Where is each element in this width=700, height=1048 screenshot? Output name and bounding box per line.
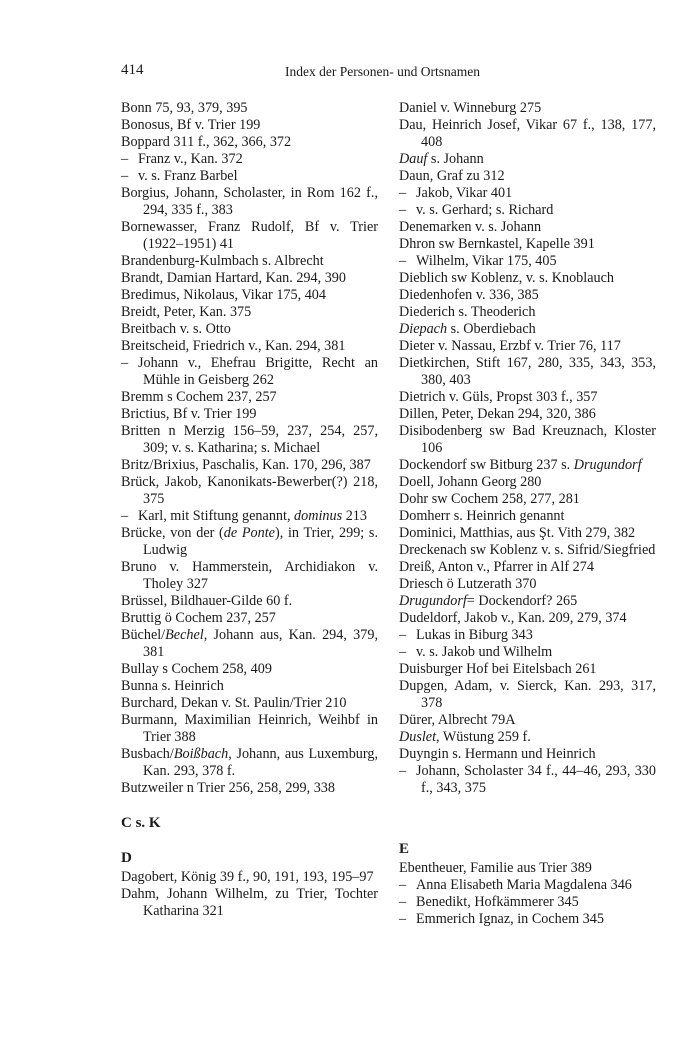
- page-number: 414: [121, 62, 144, 78]
- index-entry: Breitscheid, Friedrich v., Kan. 294, 381: [121, 338, 346, 354]
- index-subentry: – Anna Elisabeth Maria Magdalena 346: [399, 877, 632, 893]
- index-entry: Diepach s. Oberdiebach: [399, 321, 536, 337]
- index-entry: Dudeldorf, Jakob v., Kan. 209, 279, 374: [399, 610, 627, 626]
- dash-glyph: –: [399, 627, 407, 643]
- index-entry: Diederich s. Theoderich: [399, 304, 536, 320]
- dash-glyph: –: [399, 202, 407, 218]
- section-letter-d: D: [121, 850, 132, 866]
- dash-glyph: –: [399, 185, 407, 201]
- index-subentry: – v. s. Franz Barbel: [121, 168, 238, 184]
- index-entry: Dupgen, Adam, v. Sierck, Kan. 293, 317, 378: [399, 678, 656, 711]
- dash-glyph: –: [121, 168, 129, 184]
- index-entry: Dominici, Matthias, aus Şt. Vith 279, 382: [399, 525, 636, 541]
- index-entry: Duisburger Hof bei Eitelsbach 261: [399, 661, 597, 677]
- index-entry: Bredimus, Nikolaus, Vikar 175, 404: [121, 287, 326, 303]
- index-entry: Brück, Jakob, Kanonikats-Bewerber(?) 218, 375: [121, 474, 378, 507]
- index-entry: Brictius, Bf v. Trier 199: [121, 406, 257, 422]
- index-entry: Boppard 311 f., 362, 366, 372: [121, 134, 292, 150]
- index-entry: Dahm, Johann Wilhelm, zu Trier, Tochter Katharina 321: [121, 886, 378, 919]
- running-title: Index der Personen- und Ortsnamen: [285, 64, 480, 79]
- index-subentry: – Wilhelm, Vikar 175, 405: [399, 253, 557, 269]
- index-entry: Dietrich v. Güls, Propst 303 f., 357: [399, 389, 598, 405]
- index-entry: Ebentheuer, Familie aus Trier 389: [399, 860, 592, 876]
- dash-glyph: –: [121, 355, 129, 371]
- index-entry: Dieblich sw Koblenz, v. s. Knoblauch: [399, 270, 615, 286]
- index-entry: Burmann, Maximilian Heinrich, Weihbf in Trier 388: [121, 712, 378, 745]
- dash-glyph: –: [121, 508, 129, 524]
- index-entry: Duslet, Wüstung 259 f.: [399, 729, 531, 745]
- dash-glyph: –: [399, 911, 407, 927]
- index-entry: Britten n Merzig 156–59, 237, 254, 257, 309; v. s. Katharina; s. Michael: [121, 423, 378, 456]
- index-entry: Brücke, von der (de Ponte), in Trier, 299; s. Ludwig: [121, 525, 379, 558]
- index-entry: Brüssel, Bildhauer-Gilde 60 f.: [121, 593, 293, 609]
- index-entry: Denemarken v. s. Johann: [399, 219, 542, 235]
- index-subentry: – v. s. Gerhard; s. Richard: [399, 202, 554, 218]
- dash-glyph: –: [121, 151, 129, 167]
- index-subentry: – Jakob, Vikar 401: [399, 185, 513, 201]
- index-subentry: – Benedikt, Hofkämmerer 345: [399, 894, 579, 910]
- index-entry: Diedenhofen v. 336, 385: [399, 287, 539, 303]
- index-entry: Burchard, Dekan v. St. Paulin/Trier 210: [121, 695, 347, 711]
- cross-reference-heading: C s. K: [121, 815, 161, 831]
- index-entry: Bremm s Cochem 237, 257: [121, 389, 277, 405]
- dash-glyph: –: [399, 763, 407, 779]
- left-column: [121, 100, 378, 920]
- index-entry: Driesch ö Lutzerath 370: [399, 576, 537, 592]
- index-entry: Dauf s. Johann: [399, 151, 484, 167]
- index-entry: Bullay s Cochem 258, 409: [121, 661, 272, 677]
- index-entry: Brandenburg-Kulmbach s. Albrecht: [121, 253, 324, 269]
- index-entry: Dürer, Albrecht 79A: [399, 712, 516, 728]
- index-subentry: – Franz v., Kan. 372: [121, 151, 243, 167]
- index-entry: Bruttig ö Cochem 237, 257: [121, 610, 276, 626]
- index-entry: Dieter v. Nassau, Erzbf v. Trier 76, 117: [399, 338, 621, 354]
- index-entry: Breitbach v. s. Otto: [121, 321, 231, 337]
- dash-glyph: –: [399, 877, 407, 893]
- index-subentry: – Emmerich Ignaz, in Cochem 345: [399, 911, 604, 927]
- index-entry: Büchel/Bechel, Johann aus, Kan. 294, 379, 381: [121, 627, 378, 660]
- index-entry: Brandt, Damian Hartard, Kan. 294, 390: [121, 270, 346, 286]
- index-entry: Bonosus, Bf v. Trier 199: [121, 117, 261, 133]
- index-entry: Dagobert, König 39 f., 90, 191, 193, 195–97: [121, 869, 374, 885]
- page-header: [0, 62, 700, 84]
- index-entry: Dietkirchen, Stift 167, 280, 335, 343, 353, 380, 403: [399, 355, 656, 388]
- right-column: [399, 100, 656, 928]
- index-entry: Disibodenberg sw Bad Kreuznach, Kloster 106: [399, 423, 656, 456]
- index-subentry: – Lukas in Biburg 343: [399, 627, 533, 643]
- index-entry: Dohr sw Cochem 258, 277, 281: [399, 491, 580, 507]
- index-entry: Domherr s. Heinrich genannt: [399, 508, 565, 524]
- index-subentry: – Johann, Scholaster 34 f., 44–46, 293, 330 f., 343, 375: [399, 763, 656, 796]
- index-entry: Doell, Johann Georg 280: [399, 474, 542, 490]
- section-letter-e: E: [399, 841, 410, 857]
- index-entry: Dreckenach sw Koblenz v. s. Sifrid/Siegfried: [399, 542, 656, 558]
- index-entry: Bruno v. Hammerstein, Archidiakon v. Tholey 327: [121, 559, 378, 592]
- index-entry: Drugundorf= Dockendorf? 265: [399, 593, 578, 609]
- index-entry: Bonn 75, 93, 379, 395: [121, 100, 248, 116]
- index-entry: Dau, Heinrich Josef, Vikar 67 f., 138, 177, 408: [399, 117, 656, 150]
- dash-glyph: –: [399, 253, 407, 269]
- index-entry: Breidt, Peter, Kan. 375: [121, 304, 252, 320]
- index-entry: Butzweiler n Trier 256, 258, 299, 338: [121, 780, 335, 796]
- index-entry: Britz/Brixius, Paschalis, Kan. 170, 296, 387: [121, 457, 371, 473]
- index-entry: Dreiß, Anton v., Pfarrer in Alf 274: [399, 559, 594, 575]
- index-subentry: – Karl, mit Stiftung genannt, dominus 213: [121, 508, 367, 524]
- dash-glyph: –: [399, 894, 407, 910]
- index-entry: Bunna s. Heinrich: [121, 678, 224, 694]
- dash-glyph: –: [399, 644, 407, 660]
- index-subentry: – v. s. Jakob und Wilhelm: [399, 644, 553, 660]
- index-entry: Daun, Graf zu 312: [399, 168, 505, 184]
- index-entry: Daniel v. Winneburg 275: [399, 100, 542, 116]
- index-subentry: – Johann v., Ehefrau Brigitte, Recht an Mühle in Geisberg 262: [121, 355, 378, 388]
- index-entry: Dhron sw Bernkastel, Kapelle 391: [399, 236, 595, 252]
- index-entry: Bornewasser, Franz Rudolf, Bf v. Trier (1922–1951) 41: [121, 219, 378, 252]
- index-entry: Busbach/Boißbach, Johann, aus Luxemburg, Kan. 293, 378 f.: [121, 746, 378, 779]
- index-entry: Duyngin s. Hermann und Heinrich: [399, 746, 596, 762]
- index-entry: Dillen, Peter, Dekan 294, 320, 386: [399, 406, 596, 422]
- index-entry: Borgius, Johann, Scholaster, in Rom 162 f., 294, 335 f., 383: [121, 185, 378, 218]
- index-entry: Dockendorf sw Bitburg 237 s. Drugundorf: [399, 457, 642, 473]
